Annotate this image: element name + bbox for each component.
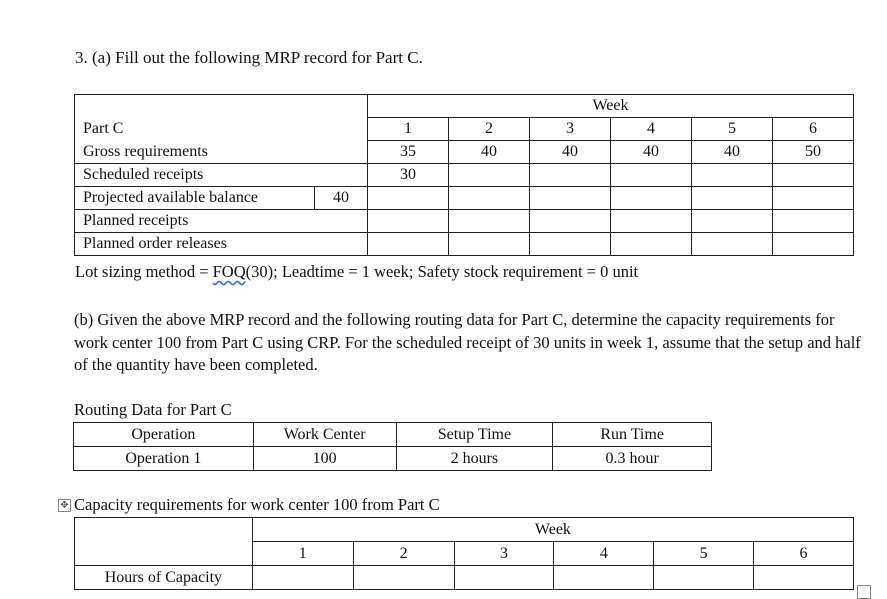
projected-balance-cell[interactable]	[368, 187, 449, 210]
capacity-week-cell: 5	[654, 542, 754, 566]
capacity-title: Capacity requirements for work center 100 from Part C	[74, 495, 440, 514]
planned-order-releases-cell[interactable]	[773, 233, 854, 256]
gross-requirements-cell: 35	[368, 141, 449, 164]
gross-requirements-cell: 40	[611, 141, 692, 164]
mrp-record-table	[74, 94, 854, 256]
planned-receipts-label: Planned receipts	[75, 210, 368, 233]
capacity-week-header: Week	[252, 518, 853, 542]
capacity-week-cell: 3	[454, 542, 554, 566]
question-title: 3. (a) Fill out the following MRP record for Part C.	[75, 48, 423, 67]
capacity-week-cell: 1	[252, 542, 353, 566]
planned-receipts-cell[interactable]	[368, 210, 449, 233]
projected-balance-cell[interactable]	[692, 187, 773, 210]
table-resize-handle-icon[interactable]	[857, 585, 871, 599]
planned-receipts-cell[interactable]	[773, 210, 854, 233]
planned-order-releases-cell[interactable]	[368, 233, 449, 256]
routing-header: Work Center	[253, 423, 396, 447]
routing-cell: 2 hours	[396, 447, 553, 471]
capacity-week-cell: 2	[353, 542, 454, 566]
gross-requirements-cell: 40	[449, 141, 530, 164]
planned-order-releases-cell[interactable]	[449, 233, 530, 256]
week-cell: 5	[692, 118, 773, 141]
part-b-question: (b) Given the above MRP record and the following routing data for Part C, determine the capacity requirements for work center 100 from Part C using CRP. For the scheduled receipt of 30 units in week 1, assume that the setup and half of the quantity have been completed.	[74, 310, 861, 374]
planned-receipts-cell[interactable]	[611, 210, 692, 233]
hours-of-capacity-cell[interactable]	[252, 566, 353, 590]
capacity-week-cell: 6	[754, 542, 854, 566]
week-cell: 1	[368, 118, 449, 141]
routing-cell: 100	[253, 447, 396, 471]
hours-of-capacity-cell[interactable]	[654, 566, 754, 590]
scheduled-receipts-label: Scheduled receipts	[75, 164, 368, 187]
scheduled-receipts-cell[interactable]	[773, 164, 854, 187]
planned-receipts-cell[interactable]	[449, 210, 530, 233]
routing-header: Operation	[74, 423, 254, 447]
lot-sizing-method: FOQ	[212, 262, 246, 281]
week-cell: 6	[773, 118, 854, 141]
lot-sizing-suffix: (30); Leadtime = 1 week; Safety stock requirement = 0 unit	[245, 262, 639, 281]
planned-receipts-cell[interactable]	[692, 210, 773, 233]
planned-order-releases-cell[interactable]	[692, 233, 773, 256]
planned-order-releases-cell[interactable]	[611, 233, 692, 256]
week-cell: 3	[530, 118, 611, 141]
hours-of-capacity-cell[interactable]	[353, 566, 454, 590]
routing-cell: 0.3 hour	[553, 447, 712, 471]
projected-balance-cell[interactable]	[773, 187, 854, 210]
projected-available-balance-label: Projected available balance	[75, 187, 315, 210]
planned-order-releases-cell[interactable]	[530, 233, 611, 256]
hours-of-capacity-cell[interactable]	[754, 566, 854, 590]
planned-order-releases-label: Planned order releases	[75, 233, 368, 256]
mrp-week-header: Week	[368, 95, 854, 118]
scheduled-receipts-cell: 30	[368, 164, 449, 187]
routing-cell: Operation 1	[74, 447, 254, 471]
gross-requirements-cell: 40	[692, 141, 773, 164]
week-cell: 2	[449, 118, 530, 141]
projected-balance-cell[interactable]	[611, 187, 692, 210]
hours-of-capacity-cell[interactable]	[554, 566, 654, 590]
part-label: Part C	[75, 118, 368, 141]
routing-table	[73, 422, 712, 471]
gross-requirements-cell: 50	[773, 141, 854, 164]
routing-header: Setup Time	[396, 423, 553, 447]
gross-requirements-cell: 40	[530, 141, 611, 164]
scheduled-receipts-cell[interactable]	[611, 164, 692, 187]
projected-balance-cell[interactable]	[530, 187, 611, 210]
scheduled-receipts-cell[interactable]	[692, 164, 773, 187]
projected-balance-cell[interactable]	[449, 187, 530, 210]
move-icon[interactable]: ✥	[58, 499, 71, 512]
hours-of-capacity-cell[interactable]	[454, 566, 554, 590]
capacity-week-cell: 4	[554, 542, 654, 566]
scheduled-receipts-cell[interactable]	[449, 164, 530, 187]
scheduled-receipts-cell[interactable]	[530, 164, 611, 187]
routing-title: Routing Data for Part C	[74, 400, 232, 419]
initial-balance-cell: 40	[315, 187, 368, 210]
gross-requirements-label: Gross requirements	[75, 141, 368, 164]
week-cell: 4	[611, 118, 692, 141]
lot-sizing-prefix: Lot sizing method =	[75, 262, 213, 281]
routing-header: Run Time	[553, 423, 712, 447]
planned-receipts-cell[interactable]	[530, 210, 611, 233]
hours-of-capacity-label: Hours of Capacity	[75, 566, 253, 590]
capacity-table	[74, 517, 854, 590]
lot-sizing-line	[75, 262, 638, 282]
